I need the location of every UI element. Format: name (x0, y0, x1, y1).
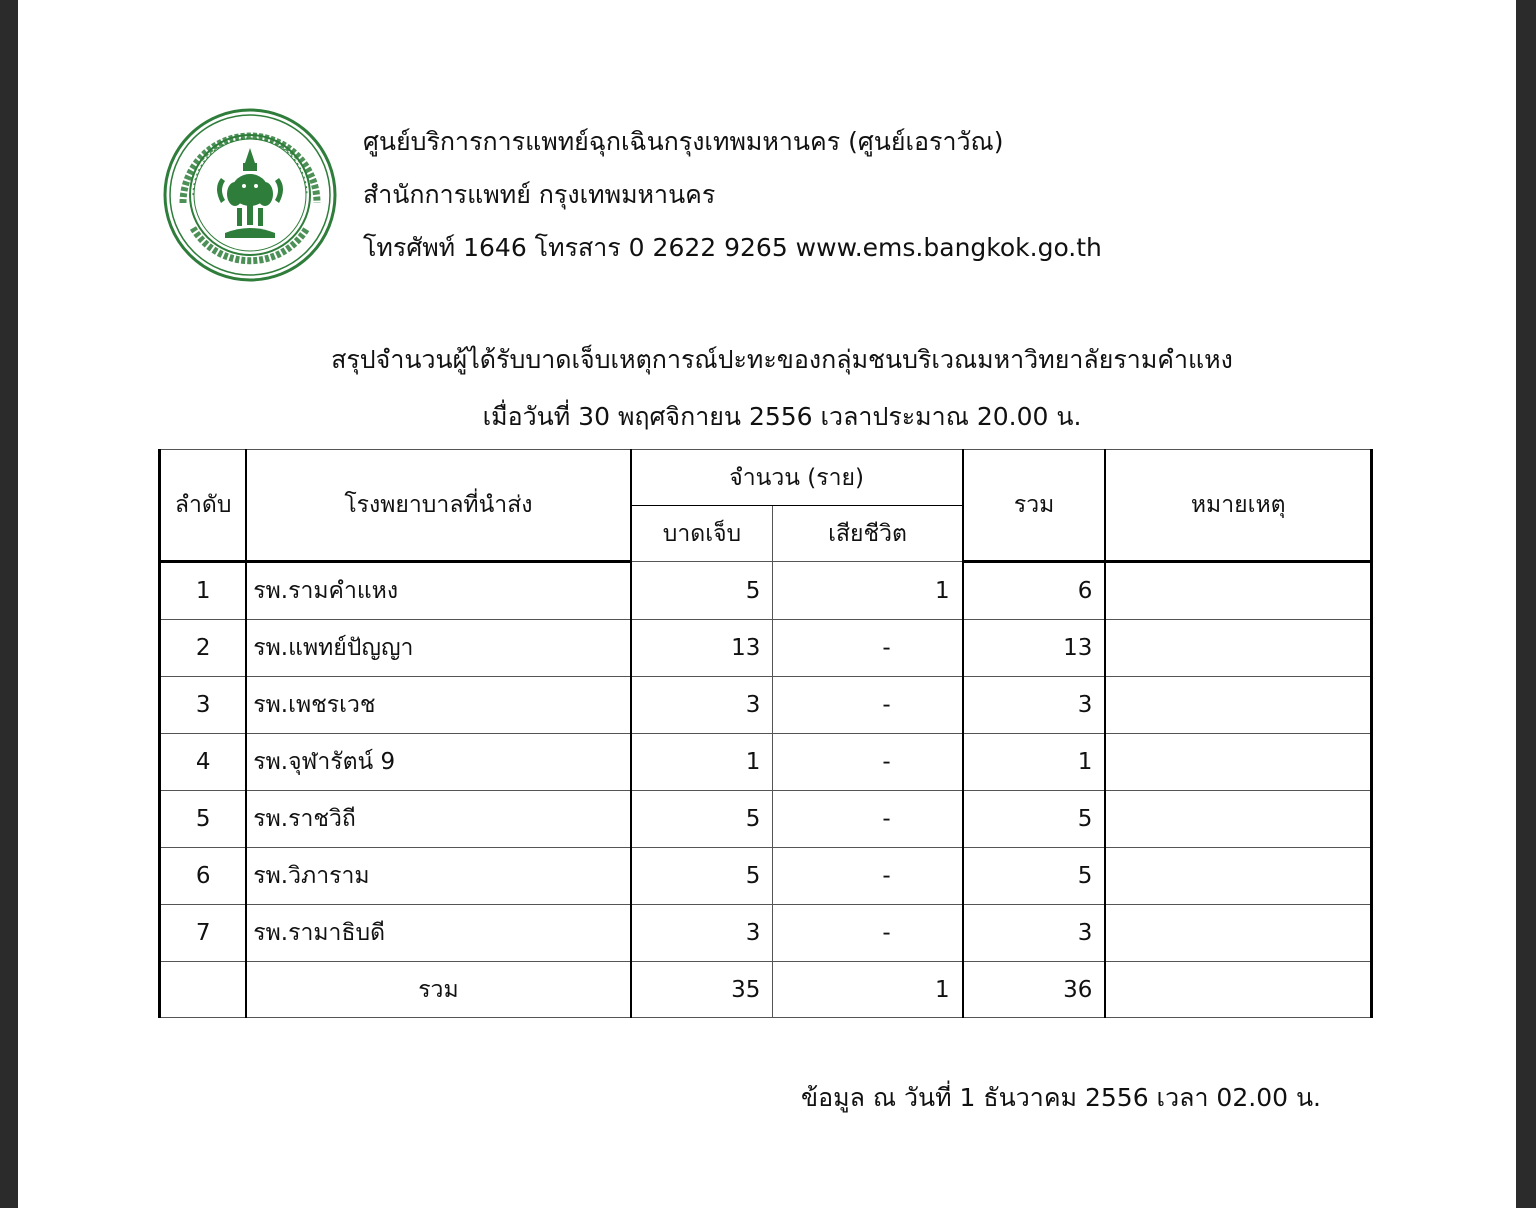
header-note: หมายเหตุ (1105, 450, 1371, 562)
row-injured: 3 (631, 677, 773, 734)
row-hospital: รพ.ราชวิถี (246, 791, 630, 848)
row-total: 1 (963, 734, 1106, 791)
table-total-row (160, 962, 1372, 1018)
row-note (1105, 677, 1371, 734)
table-row (160, 905, 1372, 962)
row-order: 1 (160, 562, 247, 620)
row-note (1105, 620, 1371, 677)
table-row (160, 791, 1372, 848)
row-dead: - (773, 620, 963, 677)
row-note (1105, 562, 1371, 620)
row-note (1105, 848, 1371, 905)
header-total: รวม (963, 450, 1106, 562)
row-hospital: รพ.แพทย์ปัญญา (246, 620, 630, 677)
header-count-group: จำนวน (ราย) (631, 450, 963, 506)
row-dead: - (773, 848, 963, 905)
total-note-empty (1105, 962, 1371, 1018)
row-injured: 1 (631, 734, 773, 791)
table-row (160, 562, 1372, 620)
contact-info: โทรศัพท์ 1646 โทรสาร 0 2622 9265 www.ems.bangkok.go.th (363, 233, 1102, 262)
row-total: 6 (963, 562, 1106, 620)
row-total: 5 (963, 791, 1106, 848)
row-injured: 13 (631, 620, 773, 677)
org-name: ศูนย์บริการการแพทย์ฉุกเฉินกรุงเทพมหานคร (ศูนย์เอราวัณ) (363, 127, 1004, 156)
row-injured: 3 (631, 905, 773, 962)
total-injured: 35 (631, 962, 773, 1018)
table-header-row (160, 450, 1372, 506)
table-row (160, 848, 1372, 905)
row-order: 6 (160, 848, 247, 905)
row-note (1105, 791, 1371, 848)
document-page (18, 0, 1516, 1208)
department: สำนักการแพทย์ กรุงเทพมหานคร (363, 180, 716, 209)
row-dead: - (773, 734, 963, 791)
row-dead: - (773, 791, 963, 848)
row-total: 13 (963, 620, 1106, 677)
row-total: 3 (963, 905, 1106, 962)
header-hospital: โรงพยาบาลที่นำส่ง (246, 450, 630, 562)
total-sum: 36 (963, 962, 1106, 1018)
table-row (160, 677, 1372, 734)
row-hospital: รพ.จุฬารัตน์ 9 (246, 734, 630, 791)
header-injured: บาดเจ็บ (631, 506, 773, 562)
row-hospital: รพ.เพชรเวช (246, 677, 630, 734)
row-hospital: รพ.วิภาราม (246, 848, 630, 905)
row-hospital: รพ.รามคำแหง (246, 562, 630, 620)
data-timestamp-note: ข้อมูล ณ วันที่ 1 ธันวาคม 2556 เวลา 02.00 น. (801, 1083, 1321, 1112)
row-hospital: รพ.รามาธิบดี (246, 905, 630, 962)
total-label: รวม (246, 962, 630, 1018)
row-injured: 5 (631, 562, 773, 620)
row-injured: 5 (631, 848, 773, 905)
row-order: 3 (160, 677, 247, 734)
row-total: 3 (963, 677, 1106, 734)
table-row (160, 734, 1372, 791)
row-total: 5 (963, 848, 1106, 905)
row-note (1105, 905, 1371, 962)
report-date: เมื่อวันที่ 30 พฤศจิกายน 2556 เวลาประมาณ 20.00 น. (482, 402, 1082, 431)
table-row (160, 620, 1372, 677)
row-order: 4 (160, 734, 247, 791)
row-dead: 1 (773, 562, 963, 620)
casualty-table (158, 449, 1373, 1018)
row-dead: - (773, 905, 963, 962)
row-dead: - (773, 677, 963, 734)
row-order: 7 (160, 905, 247, 962)
header-order: ลำดับ (160, 450, 247, 562)
total-order-empty (160, 962, 247, 1018)
total-dead: 1 (773, 962, 963, 1018)
row-order: 2 (160, 620, 247, 677)
row-order: 5 (160, 791, 247, 848)
erawan-seal-logo (163, 108, 337, 282)
report-title: สรุปจำนวนผู้ได้รับบาดเจ็บเหตุการณ์ปะทะของกลุ่มชนบริเวณมหาวิทยาลัยรามคำแหง (331, 345, 1233, 374)
row-note (1105, 734, 1371, 791)
header-dead: เสียชีวิต (773, 506, 963, 562)
row-injured: 5 (631, 791, 773, 848)
